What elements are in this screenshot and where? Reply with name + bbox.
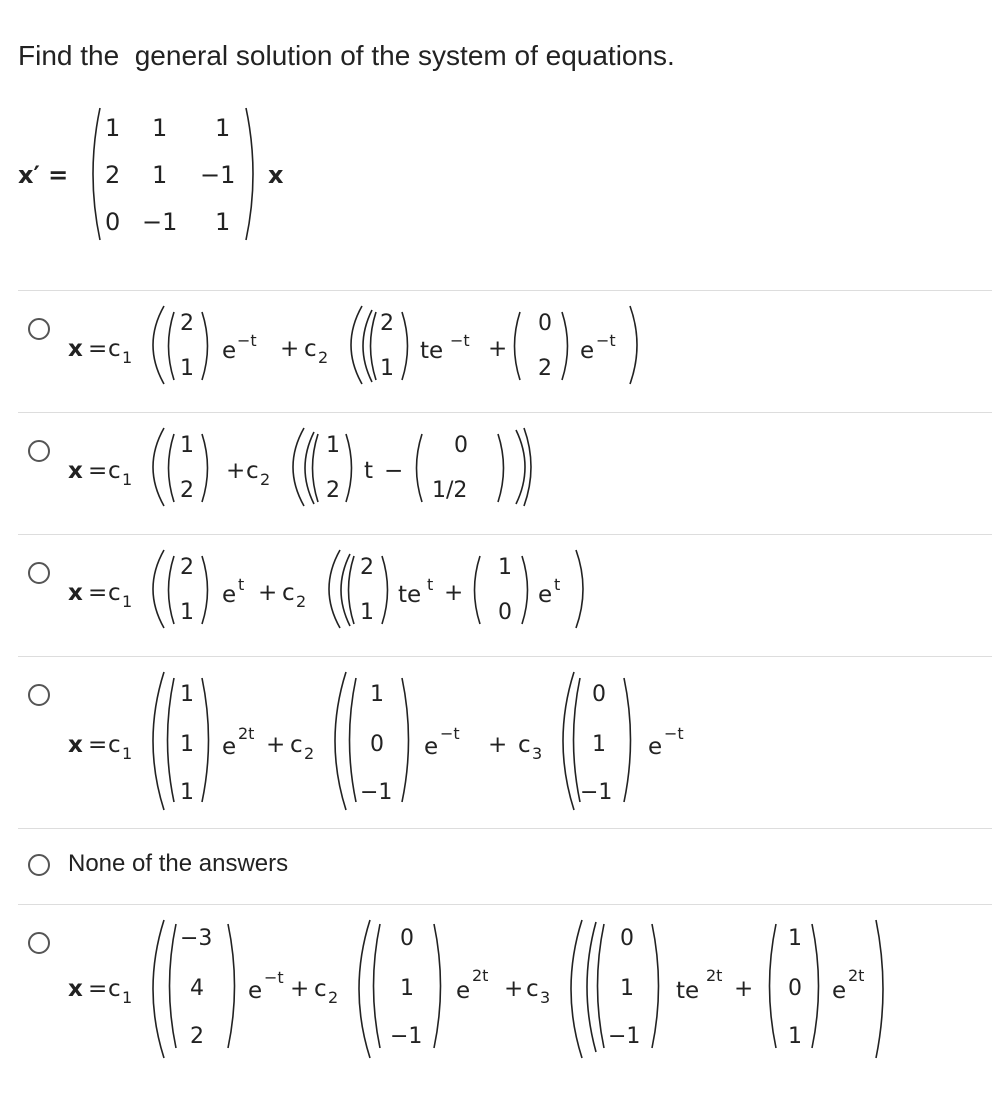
vector-entry: 1 (592, 732, 606, 757)
group-paren-right (572, 548, 594, 630)
vector-entry: 2 (326, 478, 340, 503)
plus-sign: + (280, 336, 300, 362)
vector-paren-left (342, 676, 358, 804)
subscript: 1 (122, 744, 133, 763)
te-term: te (398, 582, 422, 608)
vector-entry: 1/2 (432, 478, 468, 503)
coefficient-c1: c (108, 976, 121, 1002)
subscript: 1 (122, 348, 133, 367)
exp-e: e (424, 734, 439, 760)
vector-paren-left (508, 310, 522, 382)
vector-paren-right (200, 310, 214, 382)
exponent: t (427, 575, 434, 594)
vector-paren-left (410, 432, 424, 504)
coefficient-c3: c (518, 732, 531, 758)
t-term: t (364, 458, 374, 484)
matrix-cell: 2 (105, 161, 121, 189)
exponent: −t (264, 968, 284, 987)
equals-sign: = (88, 732, 108, 758)
exponent: −t (237, 331, 257, 350)
coefficient-c1: c (108, 336, 121, 362)
exponent: 2t (848, 966, 865, 985)
subscript: 2 (304, 744, 315, 763)
x-vector-label: x (268, 161, 284, 189)
question-text: Find the general solution of the system of equations. (18, 40, 675, 71)
x-label: x (68, 458, 83, 484)
vector-paren-right (650, 922, 666, 1050)
vector-paren-right (560, 310, 574, 382)
group-paren-right (520, 426, 542, 508)
vector-paren-left (160, 676, 176, 804)
vector-entry: 2 (180, 311, 194, 336)
plus-sign: + (226, 458, 246, 484)
exponent: −t (450, 331, 470, 350)
subscript: 2 (318, 348, 329, 367)
equals-sign: = (88, 976, 108, 1002)
vector-paren-left (762, 922, 778, 1050)
x-label: x (68, 732, 83, 758)
vector-entry: −3 (180, 926, 213, 951)
exp-e: e (456, 978, 471, 1004)
vector-paren-left (306, 432, 320, 504)
vector-entry: 1 (180, 682, 194, 707)
vector-entry: 2 (538, 356, 552, 381)
vector-entry: −1 (390, 1024, 423, 1049)
subscript: 1 (122, 988, 133, 1007)
vector-paren-left (342, 554, 356, 626)
exp-e: e (248, 978, 263, 1004)
separator (18, 828, 992, 829)
vector-entry: 0 (620, 926, 634, 951)
subscript: 2 (260, 470, 271, 489)
vector-paren-right (200, 554, 214, 626)
vector-entry: 1 (400, 976, 414, 1001)
x-label: x (68, 580, 83, 606)
radio-button[interactable] (28, 562, 50, 584)
subscript: 1 (122, 470, 133, 489)
vector-paren-right (380, 554, 394, 626)
vector-entry: −1 (580, 780, 613, 805)
exponent: −t (596, 331, 616, 350)
subscript: 3 (532, 744, 543, 763)
vector-entry: 1 (180, 780, 194, 805)
vector-entry: 1 (788, 1024, 802, 1049)
vector-entry: 2 (190, 1024, 204, 1049)
vector-paren-left (162, 922, 178, 1050)
vector-entry: 0 (788, 976, 802, 1001)
vector-paren-right (400, 676, 416, 804)
matrix-cell: −1 (142, 208, 178, 236)
none-label: None of the answers (68, 850, 289, 877)
coefficient-c2: c (290, 732, 303, 758)
vector-paren-right (520, 554, 534, 626)
plus-sign: + (444, 580, 464, 606)
separator (18, 904, 992, 905)
exponent: t (238, 575, 245, 594)
vector-paren-left (162, 310, 176, 382)
exp-e: e (222, 582, 237, 608)
equals-sign: = (88, 336, 108, 362)
vector-entry: 1 (180, 600, 194, 625)
exponent: 2t (238, 724, 255, 743)
vector-paren-right (400, 310, 414, 382)
vector-paren-right (344, 432, 358, 504)
vector-entry: 0 (498, 600, 512, 625)
exponent: 2t (472, 966, 489, 985)
vector-paren-right (200, 432, 214, 504)
vector-entry: 4 (190, 976, 204, 1001)
vector-entry: 0 (400, 926, 414, 951)
matrix-cell: −1 (200, 161, 236, 189)
matrix-cell: 0 (105, 208, 121, 236)
plus-sign: + (504, 976, 524, 1002)
vector-paren-right (622, 676, 638, 804)
vector-entry: 1 (380, 356, 394, 381)
plus-sign: + (266, 732, 286, 758)
minus-sign: − (384, 458, 404, 484)
matrix-cell: 1 (152, 114, 168, 142)
plus-sign: + (488, 732, 508, 758)
coefficient-c2: c (314, 976, 327, 1002)
vector-paren-right (432, 922, 448, 1050)
exponent: t (554, 575, 561, 594)
subscript: 3 (540, 988, 551, 1007)
plus-sign: + (734, 976, 754, 1002)
plus-sign: + (488, 336, 508, 362)
vector-entry: 1 (180, 433, 194, 458)
exp-e: e (580, 338, 595, 364)
vector-entry: 1 (180, 732, 194, 757)
coefficient-c1: c (108, 732, 121, 758)
group-paren-right (872, 918, 894, 1060)
vector-paren-right (226, 922, 242, 1050)
vector-paren-left (468, 554, 482, 626)
group-paren-right (626, 304, 648, 386)
vector-entry: −1 (360, 780, 393, 805)
matrix-left-paren (84, 106, 104, 242)
vector-paren-right (496, 432, 510, 504)
te-term: te (676, 978, 700, 1004)
x-label: x (68, 336, 83, 362)
vector-entry: −1 (608, 1024, 641, 1049)
matrix-cell: 1 (105, 114, 121, 142)
vector-entry: 2 (380, 311, 394, 336)
matrix-cell: 1 (215, 114, 231, 142)
radio-button[interactable] (28, 318, 50, 340)
plus-sign: + (258, 580, 278, 606)
vector-entry: 0 (454, 433, 468, 458)
x-prime-label: x′ = (18, 161, 69, 189)
subscript: 2 (328, 988, 339, 1007)
coefficient-c3: c (526, 976, 539, 1002)
separator (18, 534, 992, 535)
radio-button[interactable] (28, 440, 50, 462)
vector-entry: 1 (788, 926, 802, 951)
exp-e: e (538, 582, 553, 608)
radio-button[interactable] (28, 854, 50, 876)
coefficient-c2: c (304, 336, 317, 362)
exponent: −t (664, 724, 684, 743)
vector-paren-right (810, 922, 826, 1050)
vector-entry: 1 (620, 976, 634, 1001)
vector-entry: 0 (370, 732, 384, 757)
vector-paren-left (162, 554, 176, 626)
vector-entry: 1 (498, 555, 512, 580)
vector-entry: 1 (326, 433, 340, 458)
vector-entry: 1 (360, 600, 374, 625)
separator (18, 656, 992, 657)
separator (18, 412, 992, 413)
exponent: −t (440, 724, 460, 743)
vector-paren-left (366, 922, 382, 1050)
vector-entry: 1 (180, 356, 194, 381)
coefficient-c2: c (282, 580, 295, 606)
x-label: x (68, 976, 83, 1002)
separator (18, 290, 992, 291)
vector-paren-left (590, 922, 606, 1050)
exp-e: e (222, 734, 237, 760)
vector-entry: 1 (370, 682, 384, 707)
vector-paren-right (200, 676, 216, 804)
coefficient-c2: c (246, 458, 259, 484)
coefficient-c1: c (108, 580, 121, 606)
subscript: 1 (122, 592, 133, 611)
plus-sign: + (290, 976, 310, 1002)
matrix-cell: 1 (215, 208, 231, 236)
exp-e: e (222, 338, 237, 364)
vector-entry: 2 (180, 478, 194, 503)
matrix-right-paren (242, 106, 262, 242)
radio-button[interactable] (28, 932, 50, 954)
te-term: te (420, 338, 444, 364)
coefficient-c1: c (108, 458, 121, 484)
vector-paren-left (364, 310, 378, 382)
matrix-cell: 1 (152, 161, 168, 189)
vector-paren-left (162, 432, 176, 504)
equals-sign: = (88, 580, 108, 606)
vector-entry: 2 (180, 555, 194, 580)
exp-e: e (648, 734, 663, 760)
exp-e: e (832, 978, 847, 1004)
radio-button[interactable] (28, 684, 50, 706)
equals-sign: = (88, 458, 108, 484)
subscript: 2 (296, 592, 307, 611)
vector-entry: 2 (360, 555, 374, 580)
exponent: 2t (706, 966, 723, 985)
vector-entry: 0 (538, 311, 552, 336)
vector-entry: 0 (592, 682, 606, 707)
